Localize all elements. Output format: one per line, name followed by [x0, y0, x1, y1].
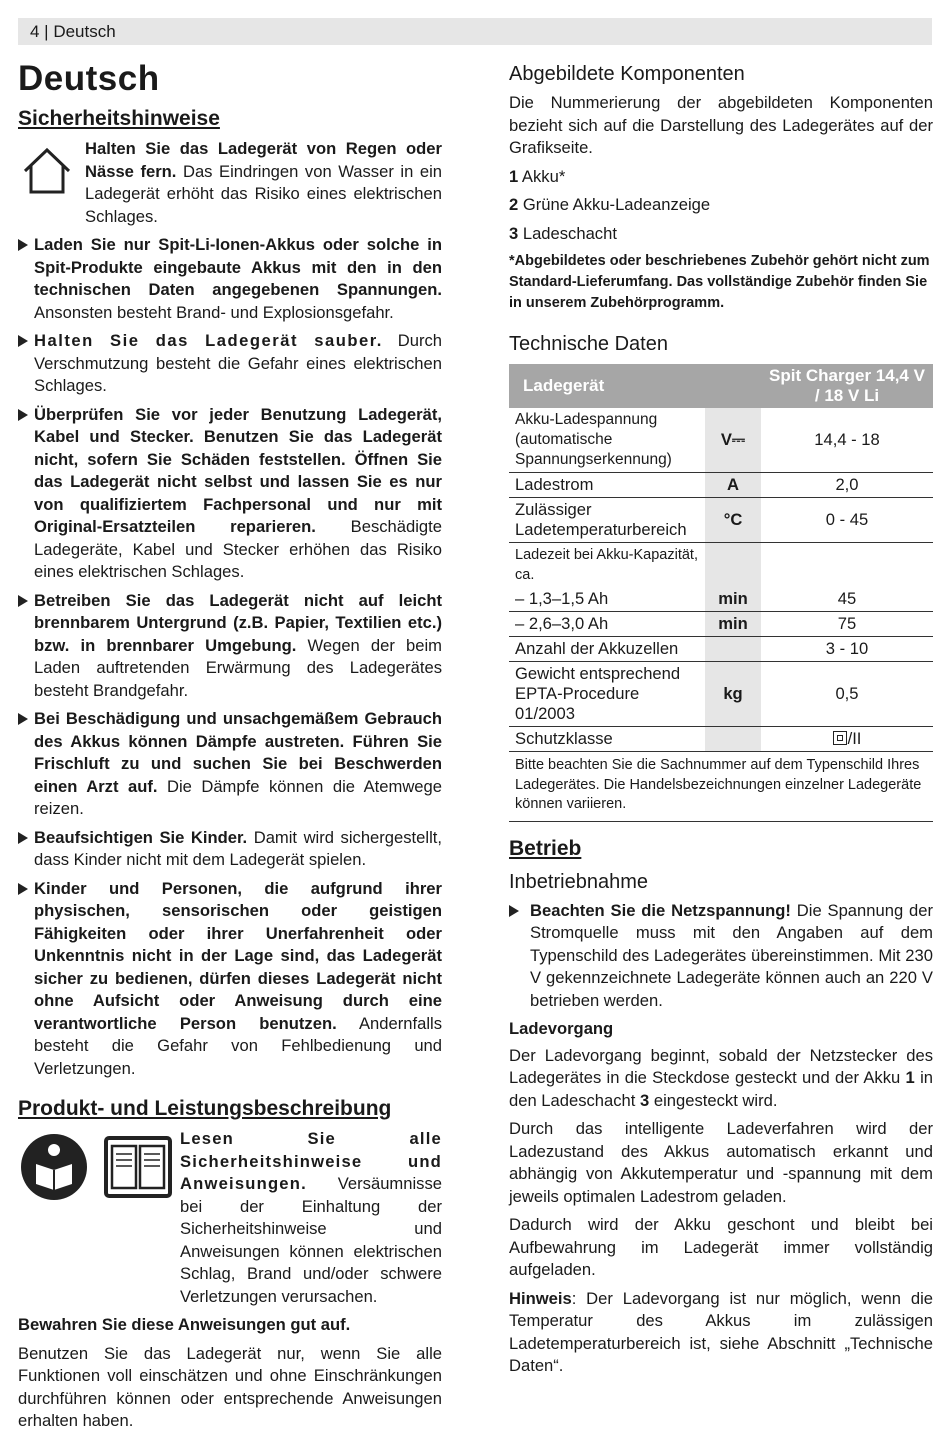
table-row: Schutzklasse /II [509, 727, 933, 752]
arrow-icon [18, 239, 28, 251]
safety-bullet [18, 234, 442, 324]
bullet-text: Durch Verschmutzung besteht die Gefahr eines elektrischen Schlages. [34, 331, 443, 395]
bullet-text: Andernfalls besteht die Gefahr von Fehlbedienung und Verletzungen. [34, 1013, 442, 1078]
arrow-icon [18, 883, 28, 895]
charging-text-3: Dadurch wird der Akku geschont und bleibt bei Aufbewahrung im Ladegerät immer vollständig aufgeladen. [509, 1215, 933, 1279]
head-label: Ladegerät [509, 364, 761, 408]
bullet-bold: Beaufsichtigen Sie Kinder. [34, 827, 248, 847]
operation-heading: Betrieb [509, 836, 582, 860]
table-row: Anzahl der Akkuzellen 3 - 10 [509, 637, 933, 662]
bullet-text: Beschädigte Ladegeräte, Kabel und Stecker erhöhen das Risiko eines elektrischen Schlages. [34, 517, 442, 581]
table-header [509, 364, 933, 408]
bullet-text: Die Dämpfe können die Atemwege reizen. [34, 776, 442, 818]
bullet-bold: Laden Sie nur Spit-Li-Ionen-Akkus oder solche in Spit-Produkte eingebaute Akkus mit den in den technischen Daten angegebenen Spannungen. [34, 235, 442, 299]
right-column [509, 58, 933, 1378]
startup-bullet: Beachten Sie die Netzspannung! Die Spannung der Stromquelle muss mit den Angaben auf dem Typenschild des Ladegerätes übereinstimmen. Mit 230 V gekennzeichnete Ladegeräte können auch an 220 V betrieben werden. [509, 900, 933, 1013]
product-heading: Produkt- und Leistungsbeschreibung [18, 1097, 392, 1120]
left-column [18, 58, 442, 1433]
safety-heading: Sicherheitshinweise [18, 107, 220, 130]
arrow-icon [18, 713, 28, 725]
bullet-text: Ansonsten besteht Brand- und Explosionsgefahr. [34, 302, 394, 322]
read-manual-icon [20, 1132, 178, 1202]
arrow-icon [18, 595, 28, 607]
safety-bullet [18, 330, 442, 398]
components-intro: Die Nummerierung der abgebildeten Komponenten bezieht sich auf die Darstellung des Ladegerätes auf der Grafikseite. [509, 93, 933, 157]
component-item: 3 Ladeschacht [509, 223, 617, 243]
table-row: Akku-Ladespannung (automatische Spannungserkennung) V⎓ 14,4 - 18 [509, 408, 933, 473]
component-item: 1 Akku* [509, 166, 566, 186]
read-text: Versäumnisse bei der Einhaltung der Sicherheitshinweise und Anweisungen können elektrischen Schlag, Brand und/oder schwere Verletzungen verursachen. [180, 1174, 442, 1306]
tech-table [509, 364, 933, 752]
page-header [18, 18, 932, 45]
table-row: Zulässiger Ladetemperaturbereich °C 0 - 45 [509, 498, 933, 543]
safety-bullet [18, 590, 442, 703]
arrow-icon [18, 335, 28, 347]
bullet-text: Damit wird sichergestellt, dass Kinder nicht mit dem Ladegerät spielen. [34, 827, 442, 869]
hint: Hinweis: Der Ladevorgang ist nur möglich, wenn die Temperatur des Akkus im zulässigen Ladetemperaturbereich ist, siehe Abschnitt „Technische Daten“. [509, 1288, 933, 1375]
charging-heading: Ladevorgang [509, 1019, 614, 1038]
table-row: – 1,3–1,5 Ah min 45 [509, 587, 933, 612]
bullet-bold: Überprüfen Sie vor jeder Benutzung Ladegerät, Kabel und Stecker. Benutzen Sie das Ladegerät nicht, sofern Sie Schäden feststellen. Öffnen Sie das Ladegerät nicht selbst und lassen Sie es nur von qualifiziertem Fachpersonal und nur mit Original-Ersatzteilen reparieren. [34, 404, 442, 536]
arrow-icon [18, 409, 28, 421]
keep-instructions: Bewahren Sie diese Anweisungen gut auf. [18, 1315, 351, 1334]
safety-bullet [18, 708, 442, 821]
page-title: Deutsch [18, 59, 160, 98]
bullet-bold: Betreiben Sie das Ladegerät nicht auf leicht brennbarem Untergrund (z.B. Papier, Textilien etc.) bzw. in brennbarer Umgebung. [34, 590, 442, 655]
read-instructions-block [18, 1128, 442, 1308]
arrow-icon [18, 832, 28, 844]
table-row: Gewicht entsprechend EPTA-Procedure 01/2003 kg 0,5 [509, 662, 933, 727]
bullet-text: Wegen der beim Laden auftretenden Erwärmung des Ladegerätes besteht Brandgefahr. [34, 635, 442, 700]
use-text: Benutzen Sie das Ladegerät nur, wenn Sie alle Funktionen voll einschätzen und ohne Einschränkungen durchführen können oder entsprechende Anweisungen erhalten haben. [18, 1343, 442, 1430]
read-bold: Lesen Sie alle Sicherheitshinweise und Anweisungen. [180, 1129, 442, 1193]
bullet-bold: Kinder und Personen, die aufgrund ihrer physischen, sensorischen oder geistigen Fähigkeiten oder ihrer Unerfahrenheit oder Unkenntnis nicht in der Lage sind, das Ladegerät sicher zu bedienen, dürfen dieses Ladegerät nicht ohne Aufsicht oder Anweisung durch eine verantwortliche Person benutzen. [34, 878, 442, 1033]
bullet-bold: Halten Sie das Ladegerät sauber. [34, 331, 383, 350]
table-row: – 2,6–3,0 Ah min 75 [509, 612, 933, 637]
table-note: Bitte beachten Sie die Sachnummer auf dem Typenschild Ihres Ladegerätes. Die Handelsbezeichnungen einzelner Ladegeräte können variieren. [509, 752, 933, 822]
safety-bullet [18, 878, 442, 1081]
charging-text-1: Der Ladevorgang beginnt, sobald der Netzstecker des Ladegerätes in die Steckdose gesteckt und der Akku 1 in den Ladeschacht 3 eingesteckt wird. [509, 1045, 933, 1110]
page-label: 4 | Deutsch [30, 22, 116, 41]
safety-bullet [18, 827, 442, 872]
table-row: Ladezeit bei Akku-Kapazität, ca. [509, 543, 933, 588]
components-heading: Abgebildete Komponenten [509, 63, 745, 85]
protection-class-icon [833, 731, 847, 745]
charging-text-2: Durch das intelligente Ladeverfahren wird der Ladezustand des Akkus automatisch erkannt und abhängig von Akkutemperatur und -spannung mit dem jeweils optimalen Ladestrom geladen. [509, 1119, 933, 1206]
bullet-bold: Bei Beschädigung und unsachgemäßem Gebrauch des Akkus können Dämpfe austreten. Führen Sie Frischluft zu und suchen Sie bei Beschwerden einen Arzt auf. [34, 709, 442, 796]
head-model: Spit Charger 14,4 V / 18 V Li [761, 364, 933, 408]
rain-bold: Halten Sie das Ladegerät von Regen oder Nässe fern. [85, 139, 442, 181]
component-item: 2 Grüne Akku-Ladeanzeige [509, 195, 711, 214]
tech-heading: Technische Daten [509, 333, 668, 355]
house-icon [22, 146, 72, 196]
startup-heading: Inbetriebnahme [509, 870, 648, 893]
table-row: Ladestrom A 2,0 [509, 473, 933, 498]
rain-warning [18, 138, 442, 228]
safety-bullet [18, 404, 442, 584]
rain-text: Das Eindringen von Wasser in ein Ladegerät erhöht das Risiko eines elektrischen Schlages. [85, 161, 443, 226]
components-note: *Abgebildetes oder beschriebenes Zubehör gehört nicht zum Standard-Lieferumfang. Das vollständige Zubehör finden Sie in unserem Zubehörprogramm. [509, 253, 930, 311]
arrow-icon [509, 905, 519, 917]
